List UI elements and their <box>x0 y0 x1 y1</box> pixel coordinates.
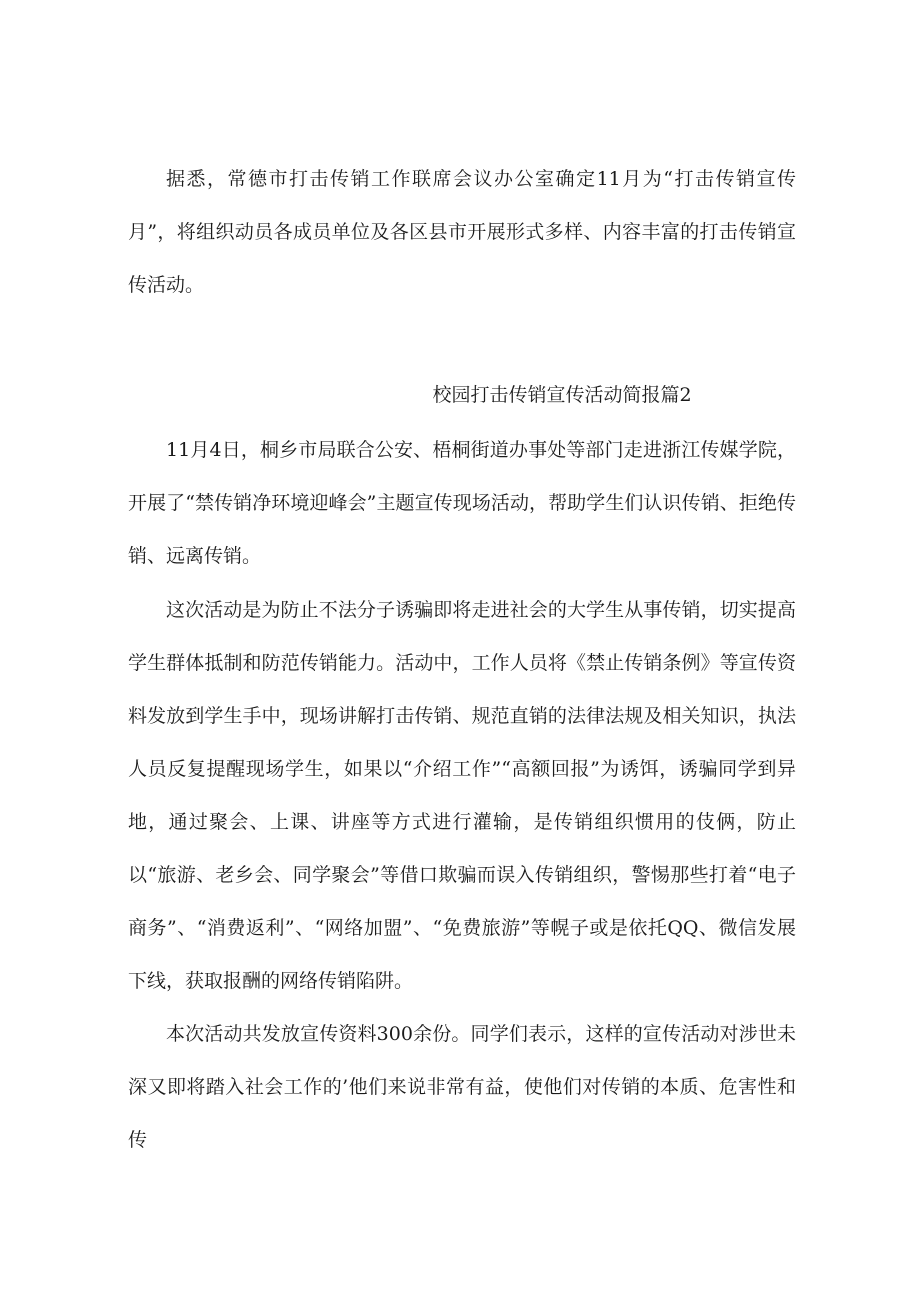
paragraph-event-details: 这次活动是为防止不法分子诱骗即将走进社会的大学生从事传销，切实提高学生群体抵制和防范传销能力。活动中，工作人员将《禁止传销条例》等宣传资料发放到学生手中，现场讲解打击传销、规范直销的法律法规及相关知识，执法人员反复提醒现场学生，如果以“介绍工作”“高额回报”为诱饵，诱骗同学到异地，通过聚会、上课、讲座等方式进行灌输，是传销组织惯用的伎俩，防止以“旅游、老乡会、同学聚会”等借口欺骗而误入传销组织，警惕那些打着“电子商务”、“消费返利”、“网络加盟”、“免费旅游”等幌子或是依托QQ、微信发展下线，获取报酬的网络传销陷阱。 <box>128 599 796 992</box>
paragraph-campus-event: 11月4日，桐乡市局联合公安、梧桐街道办事处等部门走进浙江传媒学院，开展了“禁传销净环境迎峰会”主题宣传现场活动，帮助学生们认识传销、拒绝传销、远离传销。 <box>128 439 796 567</box>
paragraph-event-results: 本次活动共发放宣传资料300余份。同学们表示，这样的宣传活动对涉世未深又即将踏入社会工作的’他们来说非常有益，使他们对传销的本质、危害性和传 <box>128 1023 796 1151</box>
section-heading: 校园打击传销宣传活动简报篇2 <box>432 384 692 406</box>
paragraph-publicity-month: 据悉，常德市打击传销工作联席会议办公室确定11月为“打击传销宣传月”，将组织动员各成员单位及各区县市开展形式多样、内容丰富的打击传销宣传活动。 <box>128 168 796 296</box>
